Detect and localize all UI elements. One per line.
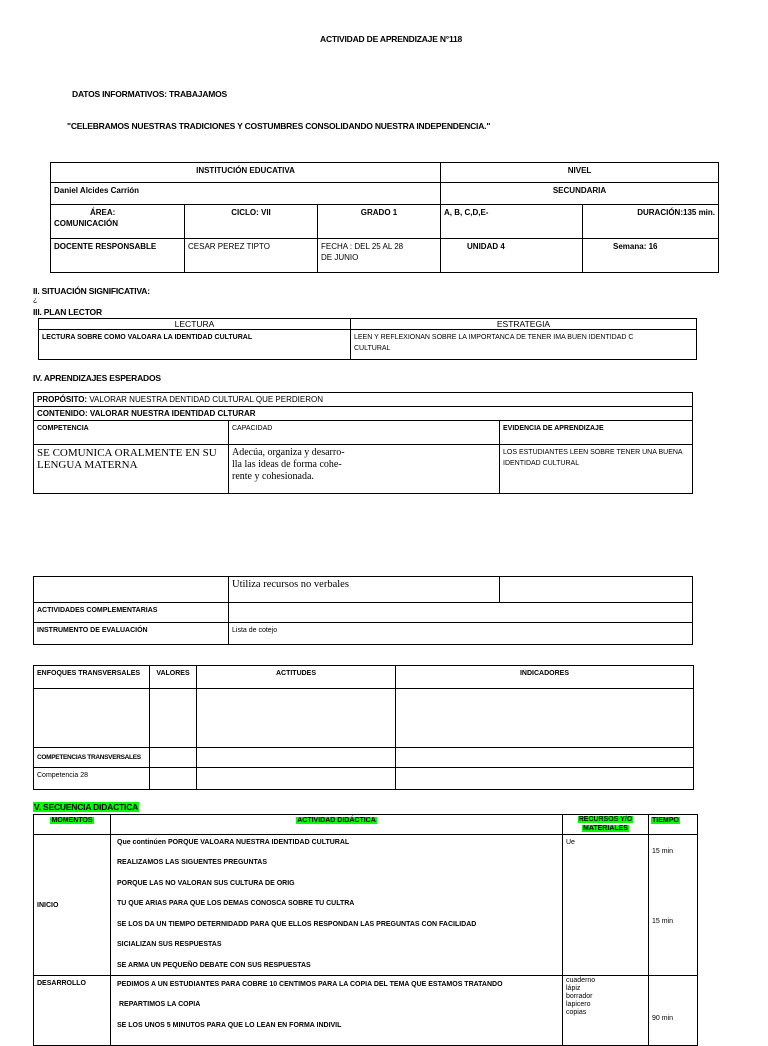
tiempo-header-cell: [649, 815, 698, 835]
momentos-header: MOMENTOS: [51, 817, 93, 824]
desarrollo-activity-item: REPARTIMOS LA COPIA: [119, 1001, 201, 1008]
actividad-header: ACTIVIDAD DIDÁCTICA: [297, 817, 376, 824]
contenido: CONTENIDO: VALORAR NUESTRA IDENTIDAD CLTURAR: [34, 407, 693, 421]
competencia-header: COMPETENCIA: [34, 421, 229, 445]
empty-cell: [396, 748, 694, 768]
fecha-cell: [318, 239, 441, 273]
indicadores-cell: [396, 689, 694, 748]
recurso-item: cuaderno: [566, 977, 596, 984]
competencia-text: SE COMUNICA ORALMENTE EN SU LENGUA MATERNA: [37, 447, 217, 471]
recurso-item: borrador: [566, 993, 593, 1000]
inicio-activity-item: SE ARMA UN PEQUEÑO DEBATE CON SUS RESPUESTAS: [117, 962, 311, 969]
inicio-activity-item: SICIALIZAN SUS RESPUESTAS: [117, 941, 222, 948]
complement-table: [33, 576, 693, 645]
desarrollo-activity-item: PEDIMOS A UN ESTUDIANTES PARA COBRE 10 CENTIMOS PARA LA COPIA DEL TEMA QUE ESTAMOS TRATANDO: [117, 981, 503, 988]
datos-informativos: DATOS INFORMATIVOS: TRABAJAMOS: [72, 89, 228, 99]
inicio-recurso: Ue: [563, 835, 649, 976]
desarrollo-recursos: [563, 976, 649, 1046]
desarrollo-recursos-list: [566, 977, 645, 1017]
section-3-title: III. PLAN LECTOR: [33, 307, 102, 317]
competencias-transversales: COMPETENCIAS TRANSVERSALES: [34, 748, 150, 768]
estrategia-text: LEEN Y REFLEXIONAN SOBRE LA IMPORTANCA DE TENER IMA BUEN IDENTIDAD C: [354, 334, 634, 341]
empty-cell: [150, 748, 197, 768]
proposito-label: PROPÓSITO:: [37, 395, 88, 404]
ie-name: Daniel Alcides Carrión: [51, 183, 441, 205]
grado: GRADO 1: [318, 205, 441, 239]
evidencia-1: LOS ESTUDIANTES LEEN SOBRE TENER UNA BUENA: [503, 449, 683, 456]
desarrollo-tiempo: [649, 976, 698, 1046]
docente-label: DOCENTE RESPONSABLE: [51, 239, 185, 273]
secuencia-table: [33, 814, 698, 1046]
competencia-28: Competencia 28: [34, 768, 150, 790]
actitudes-header: ACTITUDES: [197, 666, 396, 689]
nivel-header: NIVEL: [441, 163, 719, 183]
actividades-complementarias: ACTIVIDADES COMPLEMENTARIAS: [34, 603, 229, 623]
recurso-item: copias: [566, 1009, 587, 1016]
lectura-text: LECTURA SOBRE COMO VALOARA LA IDENTIDAD CULTURAL: [39, 330, 351, 360]
area-value: COMUNICACIÓN: [54, 219, 118, 228]
desarrollo-tiempo-value: 90 min: [652, 1015, 674, 1022]
recurso-item: lápiz: [566, 985, 581, 992]
enfoques-table: [33, 665, 694, 790]
empty-cell: [34, 577, 229, 603]
empty-cell: [396, 768, 694, 790]
recursos-no-verbales: Utiliza recursos no verbales: [232, 579, 349, 590]
document-title: ACTIVIDAD DE APRENDIZAJE N°118: [320, 34, 463, 44]
semana: Semana: 16: [583, 239, 719, 273]
tiempo-header: TIEMPO: [652, 817, 679, 824]
competencia-cell: [34, 445, 229, 494]
lema: "CELEBRAMOS NUESTRAS TRADICIONES Y COSTUMBRES CONSOLIDANDO NUESTRA INDEPENDENCIA.": [67, 121, 491, 131]
inicio-tiempo-1: 15 min: [652, 848, 674, 855]
docente-name: CESAR PEREZ TIPTO: [185, 239, 318, 273]
inicio-label: INICIO: [34, 835, 111, 976]
valores-cell: [150, 689, 197, 748]
unidad: UNIDAD 4: [441, 239, 583, 273]
empty-cell: [197, 768, 396, 790]
desarrollo-list: [111, 976, 562, 1044]
recursos-header-1: RECURSOS Y/O: [578, 816, 633, 823]
inicio-tiempo-2: 15 min: [652, 918, 674, 925]
desarrollo-activity-item: SE LOS UNOS 5 MINUTOS PARA QUE LO LEAN EN FORMA INDIVIL: [117, 1022, 342, 1029]
evidencia-2: IDENTIDAD CULTURAL: [503, 460, 580, 467]
inicio-tiempo: [649, 835, 698, 976]
ciclo: CICLO: VII: [185, 205, 318, 239]
valores-header: VALORES: [150, 666, 197, 689]
estrategia-header: ESTRATEGIA: [351, 319, 697, 330]
lectura-header: LECTURA: [39, 319, 351, 330]
recursos-header-2: MATERIALES: [583, 825, 628, 832]
fecha: FECHA : DEL 25 AL 28: [321, 242, 404, 251]
area-label: ÁREA:: [90, 208, 116, 217]
evidencia-header: EVIDENCIA DE APRENDIZAJE: [500, 421, 693, 445]
enfoques-cell: [34, 689, 150, 748]
info-table: [50, 162, 719, 273]
lista-cotejo: Lista de cotejo: [229, 623, 693, 645]
aprendizajes-table: [33, 392, 693, 494]
empty-cell: [197, 748, 396, 768]
plan-lector-table: [38, 318, 697, 360]
inicio-activity-item: SE LOS DA UN TIEMPO DETERNIDADD PARA QUE ELLOS RESPONDAN LAS PREGUNTAS CON FACILIDAD: [117, 921, 477, 928]
inicio-activity-item: PORQUE LAS NO VALORAN SUS CULTURA DE ORIG: [117, 880, 295, 887]
estrategia-text-2: CULTURAL: [354, 345, 391, 352]
section-2-title: II. SITUACIÓN SIGNIFICATIVA:: [33, 286, 150, 296]
section-5-title: V. SECUENCIA DIDACTICA: [34, 802, 139, 812]
inicio-activity-item: Que continúen PORQUE VALOARA NUESTRA IDENTIDAD CULTURAL: [117, 839, 350, 846]
indicadores-header: INDICADORES: [396, 666, 694, 689]
capacidad-header: CAPACIDAD: [229, 421, 500, 445]
section-5-title-wrap: [33, 802, 139, 812]
proposito-cell: [34, 393, 693, 407]
capacidad-cell: [229, 445, 500, 494]
capacidad-3: rente y cohesionada.: [232, 471, 314, 482]
secciones: A, B, C,D,E-: [441, 205, 583, 239]
nivel-value: SECUNDARIA: [441, 183, 719, 205]
inicio-activity-item: TU QUE ARIAS PARA QUE LOS DEMAS CONOSCA SOBRE TU CULTRA: [117, 900, 355, 907]
actividad-header-cell: [111, 815, 563, 835]
ie-header: INSTITUCIÓN EDUCATIVA: [51, 163, 441, 183]
inicio-list: [111, 835, 562, 974]
inicio-activities: [111, 835, 563, 976]
empty-cell: [500, 577, 693, 603]
desarrollo-label: DESARROLLO: [34, 976, 111, 1046]
capacidad-1: Adecúa, organiza y desarro-: [232, 447, 345, 458]
evidencia-cell: [500, 445, 693, 494]
section-2-mark: ¿: [33, 297, 38, 304]
instrumento-evaluacion: INSTRUMENTO DE EVALUACIÓN: [34, 623, 229, 645]
proposito-text: VALORAR NUESTRA DENTIDAD CULTURAL QUE PERDIERON: [87, 395, 323, 404]
empty-cell: [150, 768, 197, 790]
fecha-2: DE JUNIO: [321, 253, 359, 262]
recurso-item: lapicero: [566, 1001, 591, 1008]
inicio-activity-item: REALIZAMOS LAS SIGUENTES PREGUNTAS: [117, 859, 267, 866]
actitudes-cell: [197, 689, 396, 748]
section-4-title: IV. APRENDIZAJES ESPERADOS: [33, 373, 161, 383]
estrategia-cell: [351, 330, 697, 360]
duracion: DURACIÓN:135 min.: [583, 205, 719, 239]
capacidad-2: lla las ideas de forma cohe-: [232, 459, 342, 470]
actividades-value: [229, 603, 693, 623]
desarrollo-activities: [111, 976, 563, 1046]
momentos-header-cell: [34, 815, 111, 835]
enfoques-header: ENFOQUES TRANSVERSALES: [34, 666, 150, 689]
recursos-no-verbales-cell: [229, 577, 500, 603]
area-cell: [51, 205, 185, 239]
recursos-header-cell: [563, 815, 649, 835]
